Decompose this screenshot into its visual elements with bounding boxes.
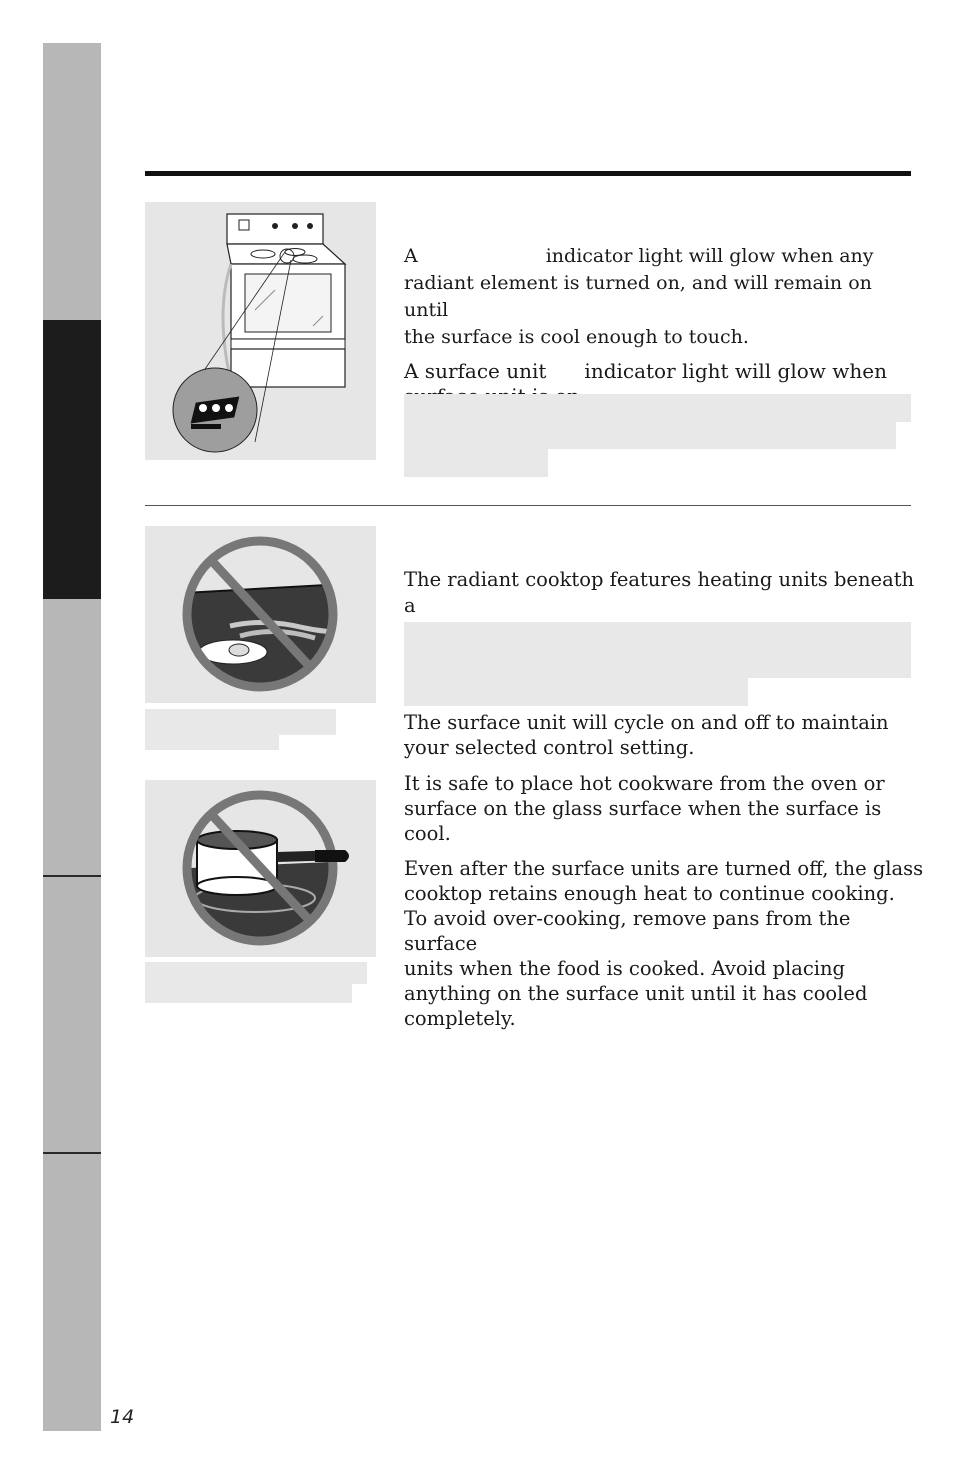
no-direct-cooking-drawing bbox=[145, 526, 376, 703]
section-divider bbox=[145, 505, 911, 506]
text-run: It is safe to place hot cookware from the oven or bbox=[404, 772, 885, 795]
page-number: 14 bbox=[110, 1406, 135, 1428]
text-run: indicator light will glow when bbox=[584, 359, 887, 383]
text-run: units when the food is cooked. Avoid placing bbox=[404, 957, 846, 980]
hot-cookware-paragraph bbox=[404, 771, 924, 846]
side-tab-4 bbox=[43, 877, 101, 1153]
text-run: A bbox=[404, 245, 418, 267]
text-run: your selected control setting. bbox=[404, 736, 695, 759]
redacted-caption bbox=[145, 709, 336, 735]
text-run: Even after the surface units are turned off, the glass bbox=[404, 857, 924, 880]
redacted-note-block bbox=[404, 422, 896, 449]
text-run: completely. bbox=[404, 1007, 516, 1030]
header-rule bbox=[145, 171, 911, 176]
cycle-paragraph bbox=[404, 710, 924, 760]
text-run: the surface is cool enough to touch. bbox=[404, 326, 749, 348]
text-run: To avoid over-cooking, remove pans from the surface bbox=[404, 907, 851, 955]
range-illustration bbox=[145, 202, 376, 460]
redacted-caption bbox=[145, 962, 367, 984]
redacted-note-block bbox=[404, 678, 748, 706]
redacted-caption bbox=[145, 735, 279, 750]
redacted-note-block bbox=[404, 622, 911, 650]
text-run: surface on the glass surface when the surface is cool. bbox=[404, 797, 882, 845]
side-tab-3 bbox=[43, 599, 101, 876]
redacted-note-block bbox=[404, 394, 911, 422]
no-pan-drawing bbox=[145, 780, 376, 957]
indicator-light-text bbox=[404, 243, 914, 409]
side-tab-1 bbox=[43, 43, 101, 320]
text-run: The surface unit will cycle on and off to maintain bbox=[404, 711, 889, 734]
hot-surface-paragraph bbox=[404, 243, 914, 351]
text-run: cooktop retains enough heat to continue cooking. bbox=[404, 882, 895, 905]
text-run: radiant element is turned on, and will remain on until bbox=[404, 272, 872, 321]
text-run: indicator light will glow when any bbox=[545, 245, 874, 267]
retained-heat-paragraph bbox=[404, 856, 924, 1031]
redacted-caption bbox=[145, 984, 352, 1003]
radiant-details-text bbox=[404, 710, 924, 1031]
text-run: The radiant cooktop features heating units beneath a bbox=[404, 568, 915, 617]
side-tab-5 bbox=[43, 1154, 101, 1431]
text-run: A surface unit bbox=[404, 359, 547, 383]
redacted-note-block bbox=[404, 650, 911, 678]
no-direct-cooking-illustration bbox=[145, 526, 376, 703]
text-run: anything on the surface unit until it has cooled bbox=[404, 982, 868, 1005]
no-pan-illustration bbox=[145, 780, 376, 957]
redacted-note-block bbox=[404, 449, 548, 477]
side-tab-active bbox=[43, 320, 101, 599]
range-drawing bbox=[145, 202, 376, 460]
